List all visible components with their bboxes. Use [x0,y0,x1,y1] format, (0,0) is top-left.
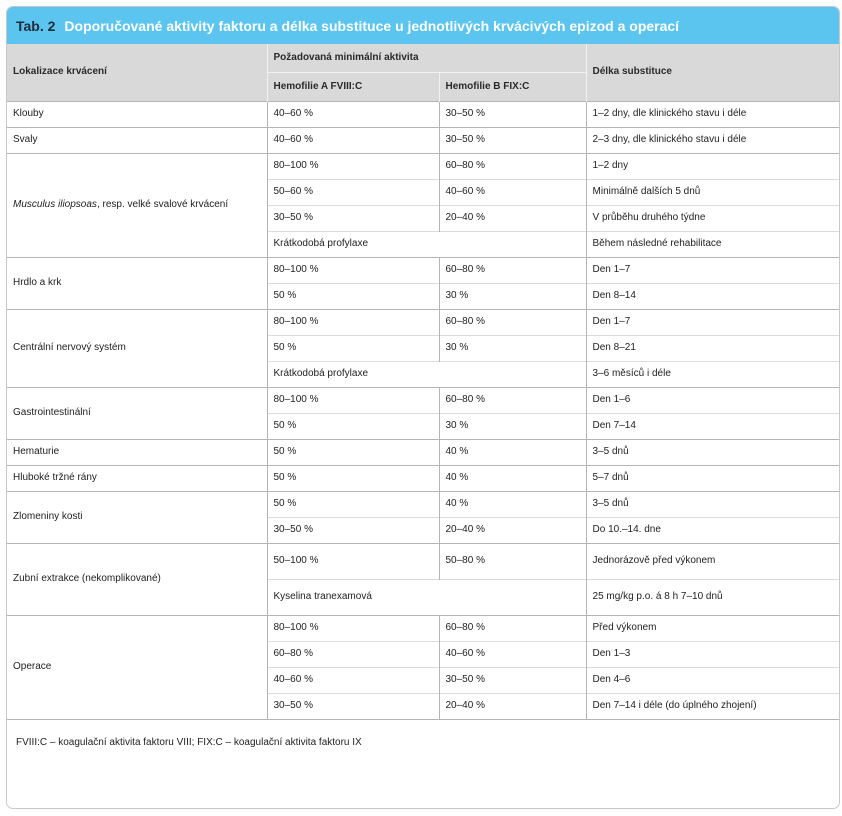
hemophilia-b-cell: 60–80 % [439,615,586,641]
duration-cell: 1–2 dny [586,153,839,179]
duration-cell: Den 1–7 [586,257,839,283]
activity-span-cell: Kyselina tranexamová [267,579,586,615]
location-cell: Centrální nervový systém [13,342,126,353]
duration-cell: Před výkonem [586,615,839,641]
duration-cell: Do 10.–14. dne [586,517,839,543]
table-footnote: FVIII:C – koagulační aktivita faktoru VIII; FIX:C – koagulační aktivita faktoru IX [16,736,362,748]
duration-cell: Den 1–3 [586,641,839,667]
duration-cell: Jednorázově před výkonem [586,543,839,579]
hemophilia-b-cell: 20–40 % [439,205,586,231]
duration-cell: Den 4–6 [586,667,839,693]
hemophilia-a-cell: 30–50 % [267,693,439,719]
header-duration: Délka substituce [586,44,839,101]
duration-cell: Během následné rehabilitace [586,231,839,257]
duration-cell: Den 8–21 [586,335,839,361]
location-cell [7,153,267,257]
location-cell: Zlomeniny kosti [13,511,83,522]
hemophilia-b-cell: 30 % [439,335,586,361]
hemophilia-a-cell: 40–60 % [267,127,439,153]
hemophilia-b-cell: 40 % [439,465,586,491]
location-cell: Hematurie [13,446,60,457]
hemophilia-b-cell: 60–80 % [439,309,586,335]
hemophilia-a-cell: 50 % [267,413,439,439]
duration-cell: Den 8–14 [586,283,839,309]
duration-cell: 3–5 dnů [586,439,839,465]
duration-cell: V průběhu druhého týdne [586,205,839,231]
duration-cell: 25 mg/kg p.o. á 8 h 7–10 dnů [586,579,839,615]
hemophilia-a-cell: 50 % [267,283,439,309]
hemophilia-a-cell: 30–50 % [267,517,439,543]
table-header [7,44,839,101]
hemophilia-a-cell: 50 % [267,465,439,491]
hemophilia-a-cell: 40–60 % [267,101,439,127]
table-frame [6,6,840,809]
hemophilia-b-cell: 40 % [439,491,586,517]
location-cell: Hluboké tržné rány [13,472,97,483]
hemophilia-a-cell: 50 % [267,491,439,517]
hemophilia-b-cell: 60–80 % [439,387,586,413]
location-cell: Hrdlo a krk [13,277,62,288]
header-required-activity: Požadovaná minimální aktivita [267,44,586,72]
hemophilia-b-cell: 40 % [439,439,586,465]
table-row [7,257,839,283]
table-row [7,101,839,127]
hemophilia-a-cell: 80–100 % [267,309,439,335]
table-title-bar [7,7,839,44]
table-row [7,543,839,579]
hemophilia-b-cell: 50–80 % [439,543,586,579]
hemophilia-a-cell: 80–100 % [267,257,439,283]
duration-cell: Den 7–14 [586,413,839,439]
header-location: Lokalizace krvácení [7,44,267,101]
activity-span-cell: Krátkodobá profylaxe [267,231,586,257]
hemophilia-a-cell: 80–100 % [267,615,439,641]
location-cell: Zubní extrakce (nekomplikované) [13,573,161,584]
table-row [7,127,839,153]
location-cell: Klouby [13,108,44,119]
table-row [7,153,839,179]
hemophilia-b-cell: 20–40 % [439,693,586,719]
hemophilia-b-cell: 30–50 % [439,127,586,153]
hemophilia-a-cell: 50–60 % [267,179,439,205]
duration-cell: 3–6 měsíců i déle [586,361,839,387]
hemophilia-a-cell: 60–80 % [267,641,439,667]
duration-cell: 1–2 dny, dle klinického stavu i déle [586,101,839,127]
hemophilia-b-cell: 40–60 % [439,641,586,667]
location-cell: Operace [13,661,52,672]
location-cell: Svaly [13,134,38,145]
table-body [7,101,839,719]
table-title: Doporučované aktivity faktoru a délka substituce u jednotlivých krvácivých epizod a operací [64,17,680,34]
hemophilia-a-cell: 80–100 % [267,387,439,413]
hemophilia-a-cell: 50–100 % [267,543,439,579]
duration-cell: 5–7 dnů [586,465,839,491]
hemophilia-b-cell: 30–50 % [439,667,586,693]
hemophilia-b-cell: 60–80 % [439,153,586,179]
table-row [7,387,839,413]
table-row [7,309,839,335]
hemophilia-a-cell: 30–50 % [267,205,439,231]
table-row [7,615,839,641]
location-rest: , resp. velké svalové krvácení [96,199,229,210]
duration-cell: Den 1–7 [586,309,839,335]
header-hemophilia-a: Hemofilie A FVIII:C [267,72,439,101]
table-row [7,465,839,491]
location-cell: Gastrointestinální [13,407,91,418]
duration-cell: 2–3 dny, dle klinického stavu i déle [586,127,839,153]
hemophilia-b-cell: 30 % [439,413,586,439]
hemophilia-b-cell: 60–80 % [439,257,586,283]
duration-cell: Den 1–6 [586,387,839,413]
hemophilia-b-cell: 20–40 % [439,517,586,543]
hemophilia-b-cell: 30–50 % [439,101,586,127]
hemophilia-b-cell: 30 % [439,283,586,309]
location-italic: Musculus iliopsoas [13,199,97,210]
activity-span-cell: Krátkodobá profylaxe [267,361,586,387]
hemophilia-a-cell: 80–100 % [267,153,439,179]
table-number: Tab. 2 [16,17,56,34]
factor-activity-table [7,44,839,720]
header-hemophilia-b: Hemofilie B FIX:C [439,72,586,101]
duration-cell: 3–5 dnů [586,491,839,517]
duration-cell: Den 7–14 i déle (do úplného zhojení) [586,693,839,719]
hemophilia-b-cell: 40–60 % [439,179,586,205]
duration-cell: Minimálně dalších 5 dnů [586,179,839,205]
table-row [7,491,839,517]
table-row [7,439,839,465]
hemophilia-a-cell: 40–60 % [267,667,439,693]
hemophilia-a-cell: 50 % [267,439,439,465]
hemophilia-a-cell: 50 % [267,335,439,361]
